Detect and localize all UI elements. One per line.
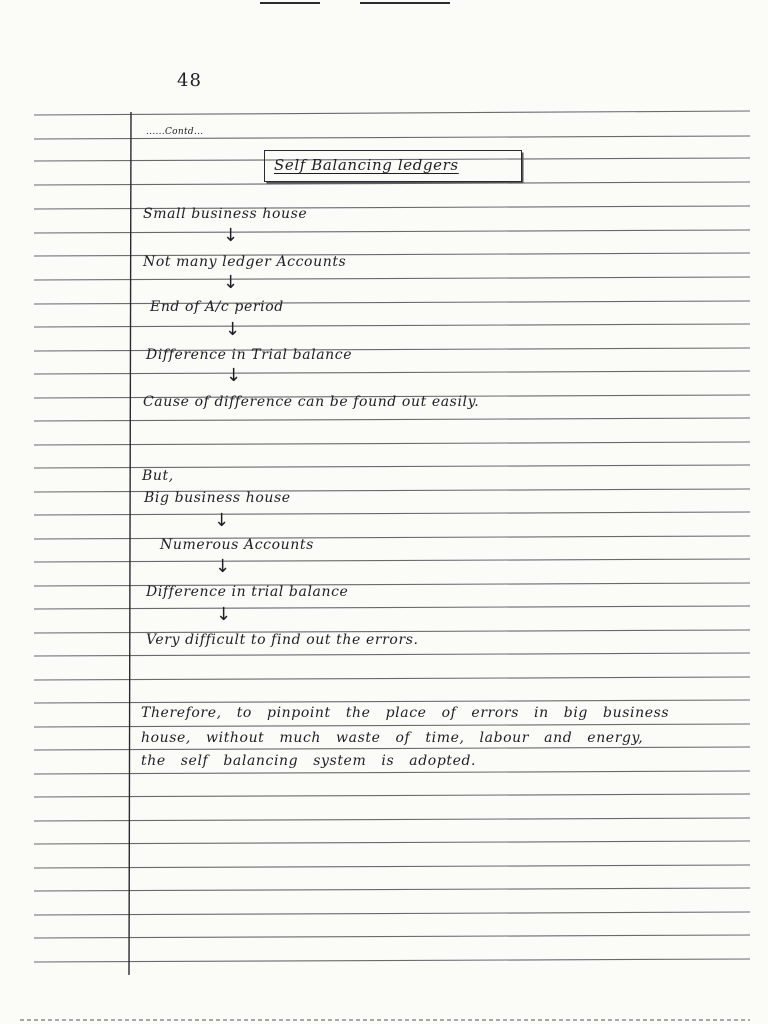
- down-arrow-icon: ↓: [225, 319, 241, 340]
- down-arrow-icon: ↓: [216, 604, 232, 625]
- page-title: Self Balancing ledgers: [274, 156, 459, 174]
- conclusion-line: the self balancing system is adopted.: [141, 753, 477, 769]
- continued-note: ......Contd...: [146, 127, 204, 137]
- flow-step: Not many ledger Accounts: [143, 254, 347, 270]
- down-arrow-icon: ↓: [226, 365, 242, 386]
- conclusion-line: Therefore, to pinpoint the place of errors in big business: [141, 705, 670, 721]
- page-number: 48: [177, 70, 202, 91]
- down-arrow-icon: ↓: [223, 272, 239, 293]
- flow-step: Big business house: [144, 490, 291, 506]
- flow-step: Small business house: [143, 206, 308, 222]
- down-arrow-icon: ↓: [215, 556, 231, 577]
- down-arrow-icon: ↓: [223, 225, 239, 246]
- flow-step: Difference in Trial balance: [146, 347, 353, 363]
- flow-step: Difference in trial balance: [146, 584, 349, 600]
- flow-step: End of A/c period: [150, 299, 284, 315]
- but-label: But,: [142, 468, 174, 484]
- down-arrow-icon: ↓: [214, 510, 230, 531]
- conclusion-line: house, without much waste of time, labour and energy,: [141, 730, 644, 746]
- flow-step: Very difficult to find out the errors.: [146, 632, 419, 648]
- flow-step: Numerous Accounts: [160, 537, 314, 553]
- flow-step: Cause of difference can be found out easily.: [143, 394, 480, 410]
